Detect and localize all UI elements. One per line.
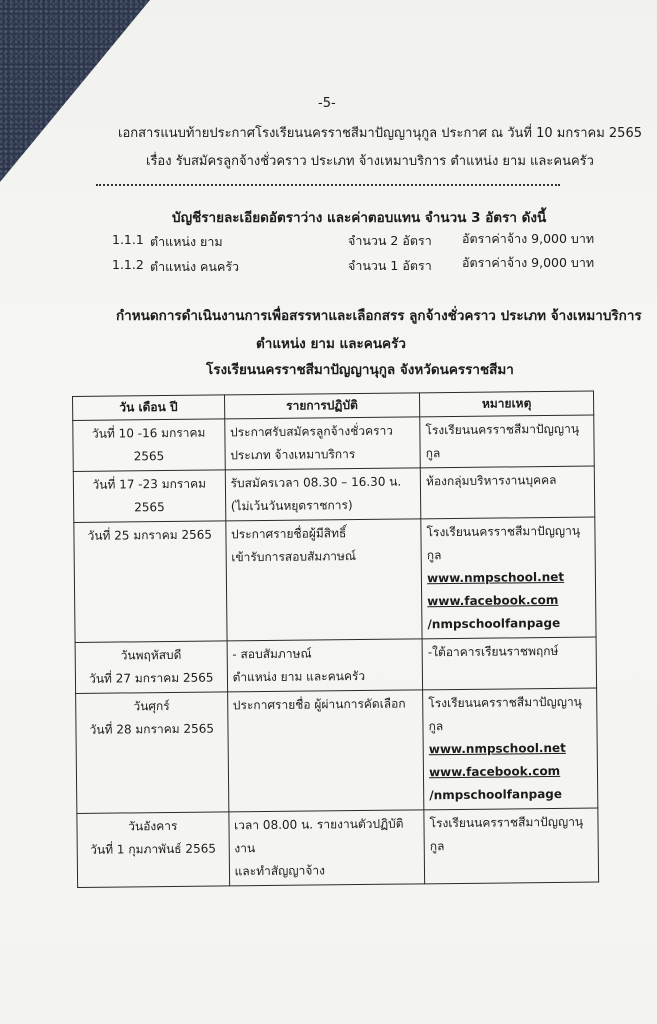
table-row [74, 517, 596, 642]
note-text: -ใต้อาคารเรียนราชพฤกษ์ [427, 643, 559, 660]
header-line-1: เอกสารแนบท้ายประกาศโรงเรียนนครราชสีมาปัญญานุกูล ประกาศ ณ วันที่ 10 มกราคม 2565 [118, 126, 642, 141]
task-cell [227, 639, 423, 692]
date-text: วันที่ 17 -23 มกราคม 2565 [92, 476, 207, 515]
note-text: โรงเรียนนครราชสีมาปัญญานุกูล [429, 814, 584, 854]
note-text: โรงเรียนนครราชสีมาปัญญานุกูล [426, 523, 581, 563]
note-cell [423, 688, 598, 810]
day-text: วันศุกร์ [133, 698, 170, 714]
note-text: โรงเรียนนครราชสีมาปัญญานุกูล [428, 694, 582, 734]
note-text: ห้องกลุ่มบริหารงานบุคคล [425, 472, 557, 489]
schedule-title-line-1: กำหนดการดำเนินงานการเพื่อสรรหาและเลือกสรร ลูกจ้างชั่วคราว ประเภท จ้างเหมาบริการ [116, 308, 642, 324]
note-text: โรงเรียนนครราชสีมาปัญญานุกูล [425, 421, 580, 461]
vacancy-item-2-position: ตำแหน่ง คนครัว [150, 259, 240, 274]
page-number: -5- [318, 96, 336, 111]
task-text: ประกาศรายชื่อ ผู้ผ่านการคัดเลือก [232, 696, 406, 713]
note-cell [420, 466, 594, 519]
facebook-link[interactable]: www.facebook.com [428, 763, 561, 780]
vacancy-item-2-no: 1.1.2 [112, 257, 144, 272]
task-cell [227, 690, 424, 812]
table-row [73, 415, 595, 471]
date-cell [73, 419, 225, 472]
task-text: และทำสัญญาจ้าง [234, 863, 326, 879]
task-text: (ไม่เว้นวันหยุดราชการ) [230, 498, 353, 514]
schedule-title-line-2: ตำแหน่ง ยาม และคนครัว [256, 336, 406, 352]
date-cell [77, 812, 229, 888]
task-cell [225, 468, 421, 521]
schedule-title-line-3: โรงเรียนนครราชสีมาปัญญานุกูล จังหวัดนครราชสีมา [206, 362, 514, 378]
facebook-link[interactable]: www.facebook.com [427, 592, 559, 609]
task-text: ประเภท จ้างเหมาบริการ [230, 447, 356, 463]
day-text: วันอังคาร [128, 818, 178, 834]
date-text: วันที่ 28 มกราคม 2565 [89, 721, 215, 737]
note-cell [420, 415, 594, 468]
fanpage-text: /nmpschoolfanpage [427, 615, 561, 632]
header-line-2: เรื่อง รับสมัครลูกจ้างชั่วคราว ประเภท จ้างเหมาบริการ ตำแหน่ง ยาม และคนครัว [146, 154, 594, 169]
date-text: วันที่ 10 -16 มกราคม 2565 [91, 425, 206, 464]
vacancy-list-title: บัญชีรายละเอียดอัตราว่าง และค่าตอบแทน จำนวน 3 อัตรา ดังนี้ [172, 210, 547, 226]
table-row [77, 808, 599, 887]
task-text: ประกาศรับสมัครลูกจ้างชั่วคราว [229, 423, 394, 440]
task-cell [229, 810, 425, 886]
date-text: วันที่ 27 มกราคม 2565 [88, 670, 214, 686]
column-header-note: หมายเหตุ [420, 391, 594, 417]
table-row [75, 637, 597, 693]
date-cell [73, 470, 225, 523]
day-text: วันพฤหัสบดี [120, 647, 182, 663]
website-link[interactable]: www.nmpschool.net [428, 740, 566, 757]
note-cell [422, 637, 596, 690]
note-cell [424, 808, 599, 884]
date-text: วันที่ 25 มกราคม 2565 [87, 527, 213, 543]
task-text: เวลา 08.00 น. รายงานตัวปฏิบัติงาน [234, 816, 404, 856]
fanpage-text: /nmpschoolfanpage [429, 786, 563, 803]
column-header-task: รายการปฏิบัติ [224, 393, 420, 419]
website-link[interactable]: www.nmpschool.net [426, 569, 565, 586]
vacancy-item-1-no: 1.1.1 [112, 232, 144, 247]
date-cell [76, 692, 229, 814]
task-text: รับสมัครเวลา 08.30 – 16.30 น. [230, 474, 402, 491]
table-row [76, 688, 598, 813]
date-text: วันที่ 1 กุมภาพันธ์ 2565 [90, 841, 217, 857]
task-text: ประกาศรายชื่อผู้มีสิทธิ์ [231, 526, 347, 542]
column-header-date: วัน เดือน ปี [73, 395, 225, 421]
dotted-divider [96, 184, 560, 186]
vacancy-item-2-count: จำนวน 1 อัตรา [348, 258, 432, 273]
vacancy-item-1-position: ตำแหน่ง ยาม [150, 234, 223, 249]
schedule-table [72, 391, 599, 888]
date-cell [74, 521, 227, 643]
date-cell [75, 641, 227, 694]
task-text: - สอบสัมภาษณ์ [232, 646, 312, 662]
table-row [73, 466, 595, 522]
task-cell [225, 519, 422, 641]
note-cell [421, 517, 596, 639]
task-text: เข้ารับการสอบสัมภาษณ์ [231, 549, 357, 565]
vacancy-item-2-wage: อัตราค่าจ้าง 9,000 บาท [462, 255, 595, 270]
task-cell [224, 417, 420, 470]
vacancy-item-1-wage: อัตราค่าจ้าง 9,000 บาท [462, 231, 595, 246]
task-text: ตำแหน่ง ยาม และคนครัว [232, 668, 366, 685]
vacancy-item-1-count: จำนวน 2 อัตรา [348, 233, 432, 248]
